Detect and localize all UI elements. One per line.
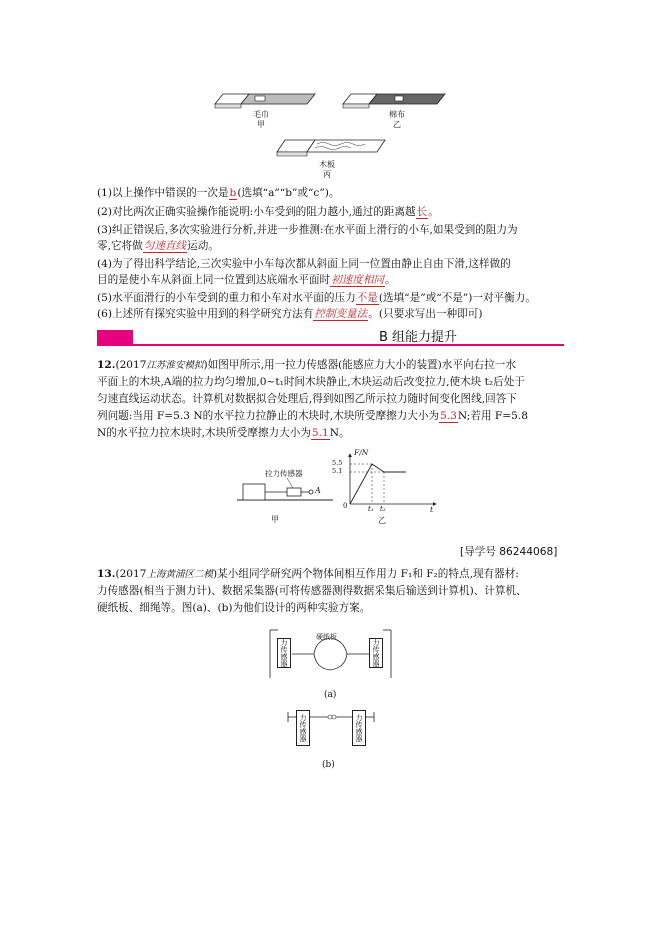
- caption-jia: 甲: [271, 515, 279, 524]
- figure-b: [286, 708, 376, 778]
- q12-line4-tail: N;若用 F=5.8: [457, 410, 528, 422]
- q11-p5-answer: 不是: [356, 292, 378, 304]
- y-axis-label: F/N: [354, 448, 369, 457]
- figure-force-graph: [330, 448, 440, 532]
- q12-line3: 匀速直线运动状态。计算机对数据拟合处理后,得到如图乙所示拉力随时间变化图线,回答下: [97, 393, 517, 405]
- q12-line5: [97, 426, 350, 440]
- section-title: B 组能力提升: [379, 330, 458, 345]
- q11-p1-answer: b: [229, 187, 237, 199]
- q11-p4-text: 目的是使小车从斜面上同一位置到达底端水平面时: [97, 274, 331, 286]
- q12-line4: [97, 409, 528, 423]
- label-jia: 甲: [257, 120, 265, 129]
- q11-p3-answer: 匀速直线: [143, 240, 187, 252]
- point-a-label: A: [315, 486, 321, 495]
- q11-part6: [97, 307, 482, 321]
- q12-number: 12.: [97, 359, 116, 371]
- q11-p3-tail: 运动。: [187, 240, 219, 252]
- q13-line1-text: )某小组同学研究两个物体间相互作用力 F₁和 F₂的特点,现有器材:: [213, 568, 519, 580]
- q12-year: (2017: [115, 359, 147, 371]
- q12-line5-tail: N。: [329, 427, 350, 439]
- q11-part2: [97, 205, 439, 219]
- q11-part4-line1: (4)为了得出科学结论,三次实验中小车每次都从斜面上同一位置由静止自由下滑,这样做的: [97, 258, 511, 270]
- x-tick-t1: t₁: [368, 505, 374, 513]
- caption-yi: 乙: [378, 516, 386, 525]
- q12-answer2: 5.1: [311, 427, 329, 439]
- label-towel: 毛巾: [253, 110, 269, 119]
- section-banner: [97, 330, 564, 346]
- label-cotton: 棉布: [389, 110, 405, 119]
- q13-year: (2017: [115, 568, 147, 580]
- sensor-b-right: 力传感器: [352, 710, 366, 746]
- origin-label: 0: [343, 502, 348, 510]
- banner-accent: [97, 330, 133, 346]
- q11-p6-tail: 。(只要求写出一种即可): [368, 308, 483, 320]
- caption-a: (a): [324, 690, 337, 700]
- sensor-a-left: 力传感器: [277, 638, 291, 668]
- figure-sensor-setup: [235, 466, 335, 526]
- q13-line2: 力传感器(相当于测力计)、数据采集器(可将传感器测得数据采集后输送到计算机)、计算机、: [97, 585, 527, 597]
- q11-p3-text: 零,它将做: [97, 240, 143, 252]
- q11-p6-text: (6)上述所有探究实验中用到的科学研究方法有: [97, 308, 314, 320]
- q12-answer1: 5.3: [440, 410, 457, 422]
- sensor-label: 拉力传感器: [265, 469, 303, 478]
- figure-a: [268, 628, 393, 708]
- sensor-b-left: 力传感器: [296, 710, 310, 746]
- q11-p1-tail: (选填“a”“b”或“c”)。: [237, 187, 340, 199]
- q12-line1-text: )如图甲所示,用一拉力传感器(能感应力大小的装置)水平向右拉一水: [203, 359, 516, 371]
- q11-p5-text: (5)水平面滑行的小车受到的重力和小车对水平面的压力: [97, 292, 356, 304]
- banner-rule: [133, 344, 564, 346]
- label-yi: 乙: [393, 120, 401, 129]
- q11-p5-tail: (选填“是”或“不是”)一对平衡力。: [378, 292, 536, 304]
- figure-slopes: [205, 82, 455, 182]
- x-tick-t2: t₂: [380, 505, 386, 513]
- q12-line2: 平面上的木块,A端的拉力均匀增加,0~t₁时间木块静止,木块运动后改变拉力,使木块 t₂后处于: [97, 376, 525, 388]
- guide-number: [导学号 86244068]: [460, 546, 558, 558]
- q11-p4-tail: 。: [385, 274, 396, 286]
- q11-part1: [97, 186, 340, 200]
- q13-line1: [97, 567, 519, 582]
- y-tick-5-1: 5.1: [332, 467, 343, 475]
- q13-source: 上海黄浦区二模: [146, 569, 214, 580]
- q12-line4-text: 列问题:当用 F=5.3 N的水平拉力拉静止的木块时,木块所受摩擦力大小为: [97, 410, 440, 422]
- q11-p2-tail: 。: [428, 206, 439, 218]
- force-curve: [350, 464, 406, 504]
- sensor-a-right: 力传感器: [369, 638, 383, 668]
- q11-part4-line2: [97, 273, 396, 287]
- q13-line3: 硬纸板、细绳等。图(a)、(b)为他们设计的两种实验方案。: [97, 602, 371, 614]
- cardboard-label: 硬纸板: [316, 633, 337, 641]
- q11-p2-text: (2)对比两次正确实验操作能说明:小车受到的阻力越小,通过的距离越: [97, 206, 416, 218]
- x-axis-label: t: [430, 505, 434, 514]
- caption-b: (b): [322, 760, 335, 770]
- label-bing: 丙: [323, 170, 331, 179]
- q11-part5: [97, 291, 536, 305]
- y-tick-5-5: 5.5: [332, 459, 343, 467]
- q11-p6-answer: 控制变量法: [314, 308, 368, 320]
- q12-source: 江苏淮安模拟: [146, 360, 204, 371]
- q13-number: 13.: [97, 568, 116, 580]
- q11-p4-answer: 初速度相同: [331, 274, 385, 286]
- q11-p1-text: (1)以上操作中错误的一次是: [97, 187, 229, 199]
- q11-part3-line1: (3)纠正错误后,多次实验进行分析,并进一步推测:在水平面上滑行的小车,如果受到的阻力为: [97, 224, 518, 236]
- label-wood: 木板: [319, 160, 335, 169]
- q11-p2-answer: 长: [416, 206, 428, 218]
- q11-part3-line2: [97, 239, 219, 253]
- q12-line1: [97, 358, 516, 373]
- q12-line5-text: N的水平拉力拉木块时,木块所受摩擦力大小为: [97, 427, 311, 439]
